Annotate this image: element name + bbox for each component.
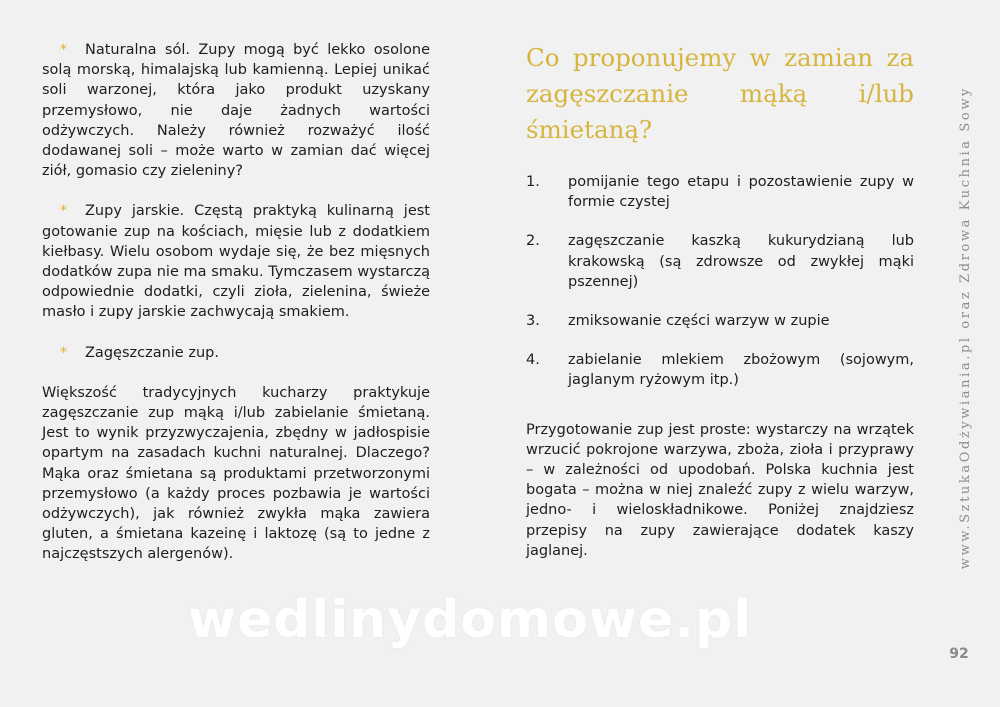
list-item: 1. pomijanie tego etapu i pozostawienie zupy w formie czystej [526, 174, 914, 211]
bullet-star-icon: * [59, 42, 68, 58]
section-heading: Co proponujemy w zamian za zagęszczanie mąką i/lub śmietaną? [526, 43, 914, 144]
side-vertical-text: www.SztukaOdżywiania.pl oraz Zdrowa Kuchnia Sowy [957, 86, 973, 570]
bullet-star-icon: * [59, 344, 68, 361]
paragraph-vegetarian-soups: * Zupy jarskie. Częstą praktyką kulinarną jest gotowanie zup na kościach, mięsie lub z dodatkiem kiełbasy. Wielu osobom wydaje się, że bez mięsnych dodatków zupa nie ma smaku. Tymczasem wystarczą odpowiednie dodatki, czyli zioła, zielenina, świeże masło i zupy jarskie zachwycają smakiem. [42, 203, 430, 321]
paragraph-salt: * Naturalna sól. Zupy mogą być lekko osolone solą morską, himalajską lub kamienną. Lepiej unikać soli warzonej, która jako produkt uzyskany przemysłowo, nie daje żadnych wartości odżywczych. Należy również rozważyć ilość dodawanej soli – może warto w zamian dać więcej ziół, gomasio czy zieleniny? [42, 42, 430, 180]
list-item: 4. zabielanie mlekiem zbożowym (sojowym, jaglanym ryżowym itp.) [526, 352, 914, 389]
right-column [526, 40, 914, 561]
paragraph-thickening-body: Większość tradycyjnych kucharzy praktykuje zagęszczanie zup mąką i/lub zabielanie śmietaną. Jest to wynik przyzwyczajenia, zbędny w jadłospisie opartym na zasadach kuchni naturalnej. Dlaczego? Mąka oraz śmietana są produktami przetworzonymi przemysłowo (a każdy proces pozbawia je wartości odżywczych), jak również zwykła mąka zawiera gluten, a śmietana kazeinę i laktozę (są to jedne z najczęstszych alergenów). [42, 384, 430, 563]
list-item: 3. zmiksowanie części warzyw w zupie [526, 313, 830, 330]
list-item: 2. zagęszczanie kaszką kukurydzianą lub krakowską (są zdrowsze od zwykłej mąki pszennej) [526, 233, 914, 290]
bullet-star-icon: * [59, 203, 68, 220]
paragraph-thickening-title: * Zagęszczanie zup. [42, 343, 430, 363]
page-number: 92 [949, 646, 969, 662]
closing-paragraph: Przygotowanie zup jest proste: wystarczy na wrzątek wrzucić pokrojone warzywa, zboża, zioła i przyprawy – w zależności od upodobań. Polska kuchnia jest bogata – można w niej znaleźć zupy z wielu warzyw, jedno- i wieloskładnikowe. Poniżej znajdziesz przepisy na zupy zawierające dodatek kaszy jaglanej. [526, 421, 914, 559]
left-column [42, 40, 430, 565]
alternatives-list [526, 172, 914, 391]
watermark: wedlinydomowe.pl [188, 590, 753, 650]
